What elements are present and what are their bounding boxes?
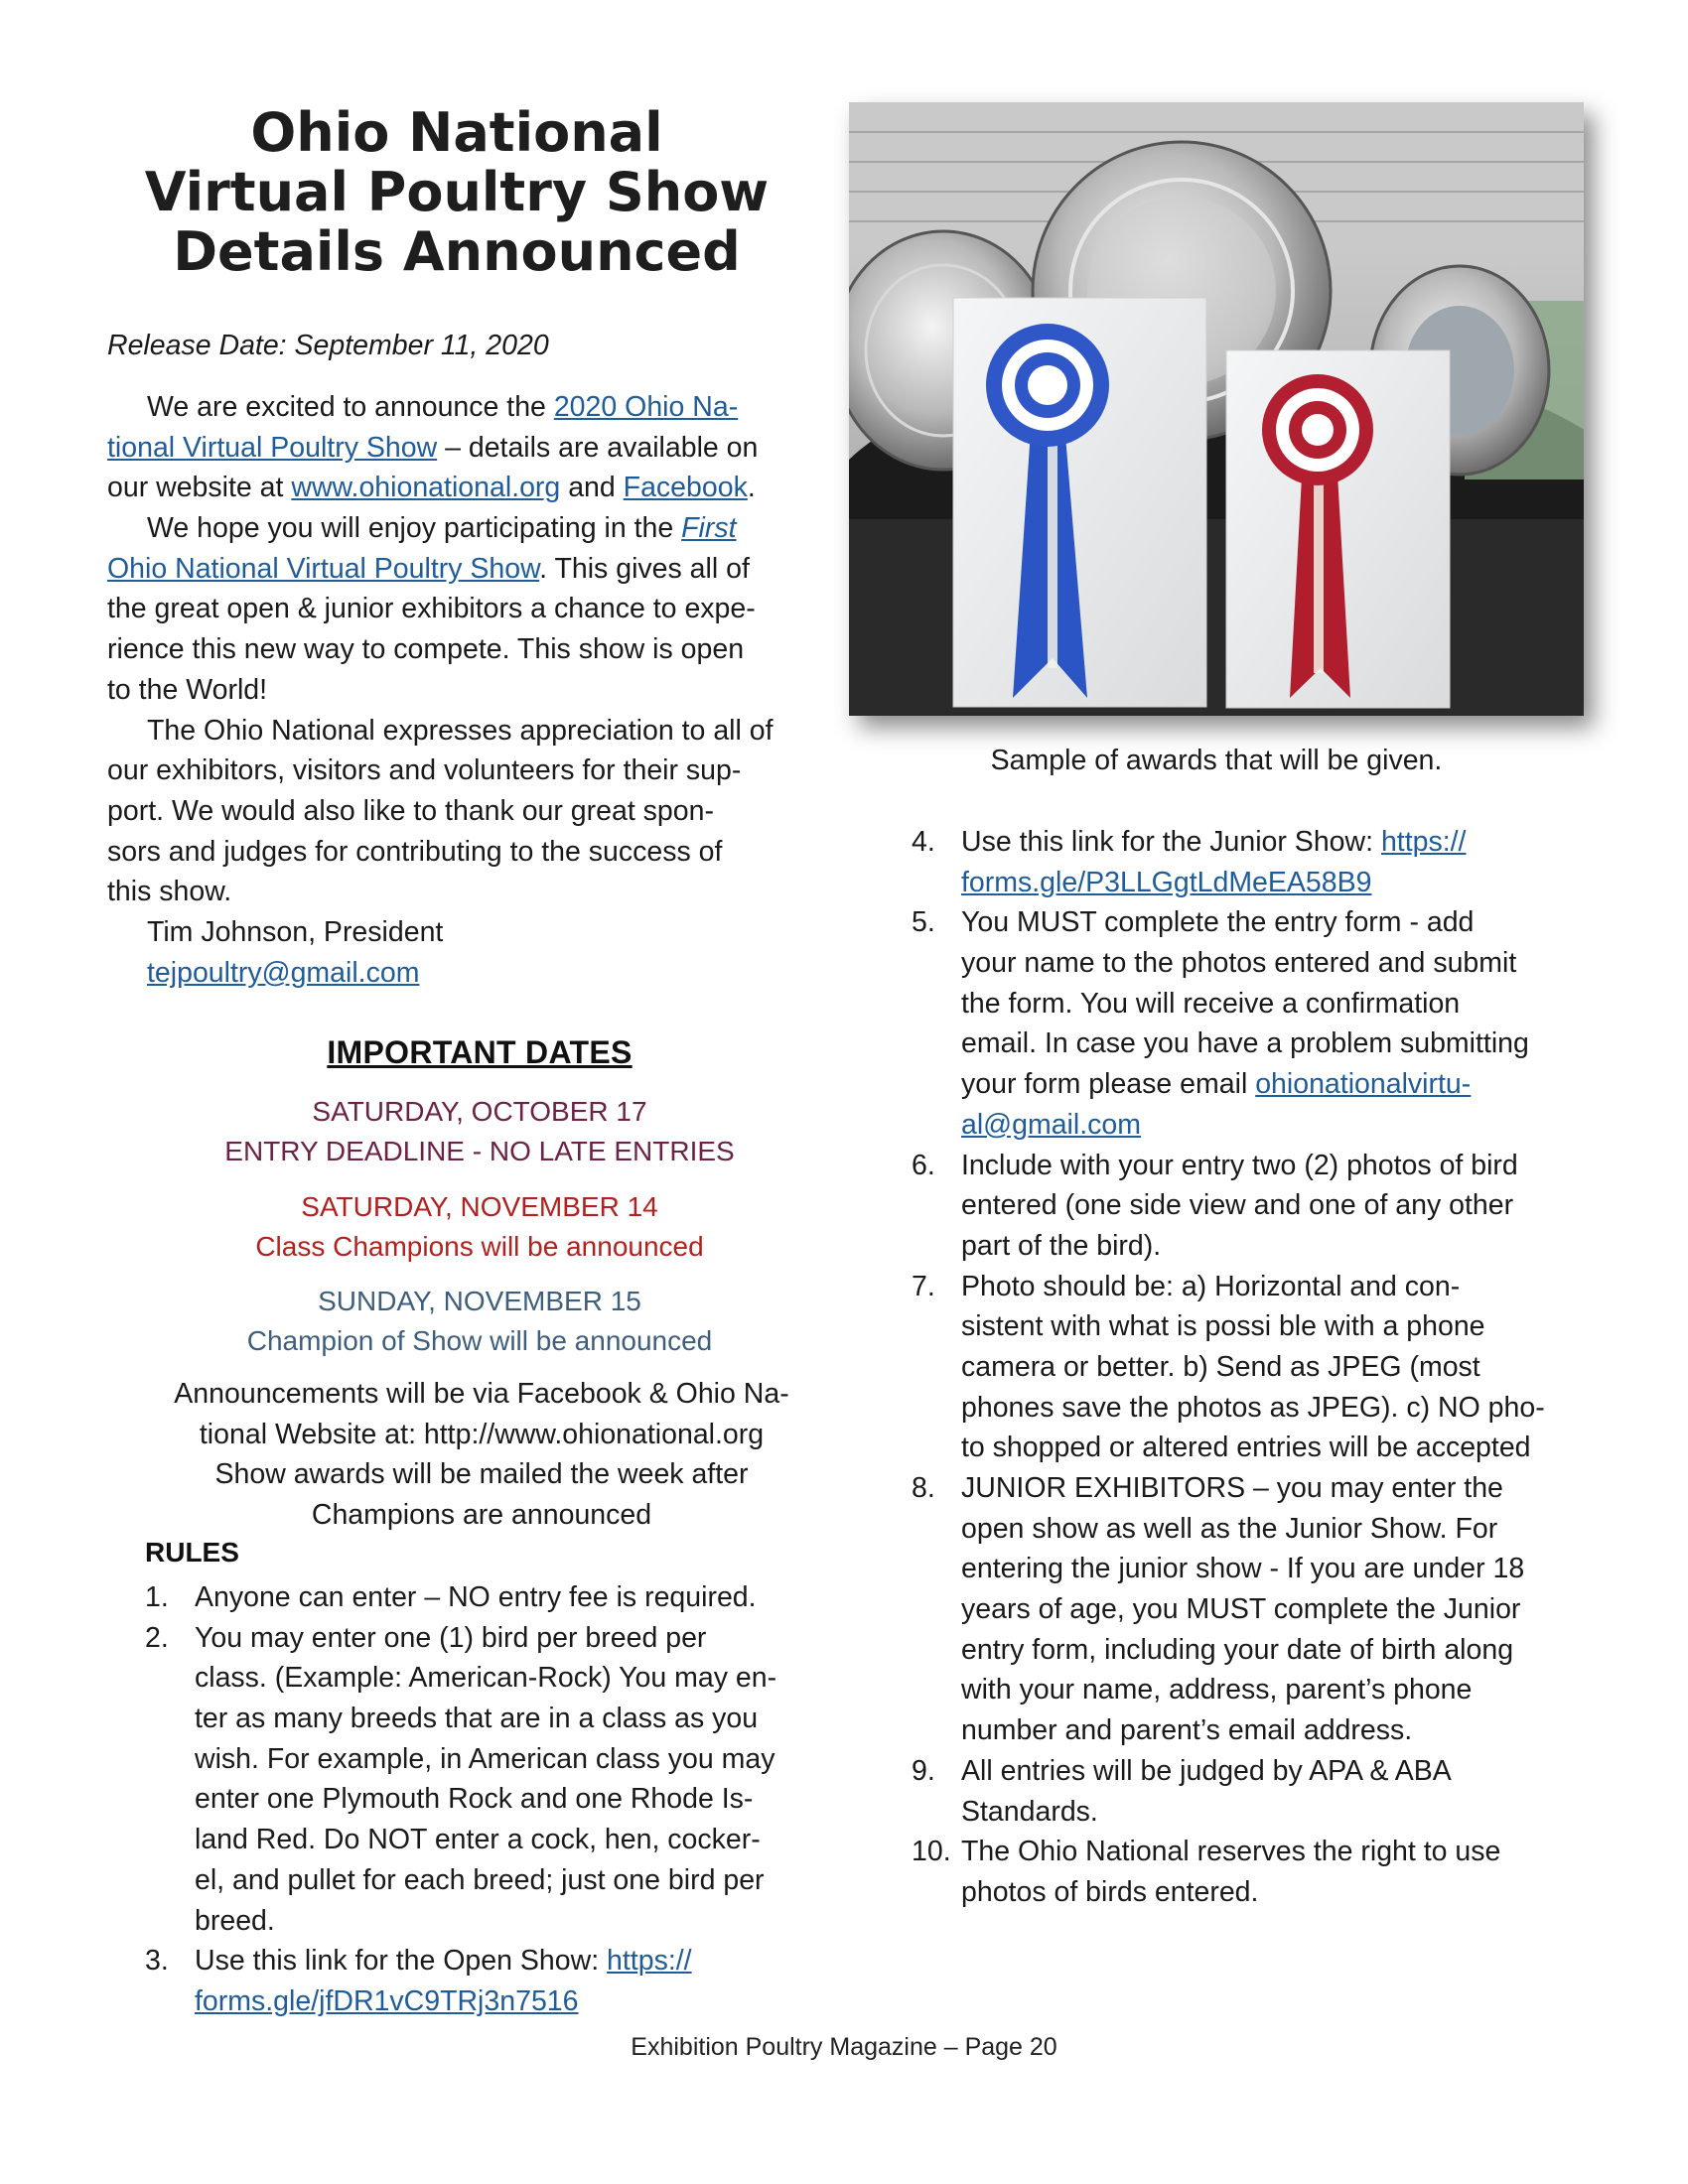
rule-number: 10. (912, 1836, 951, 1868)
rule-item (912, 1468, 1607, 1751)
rule-line: to shopped or altered entries will be accepted (961, 1432, 1531, 1464)
open-show-link[interactable]: https:// (607, 1945, 692, 1978)
article-title (107, 103, 806, 282)
rule-line: open show as well as the Junior Show. For (961, 1512, 1498, 1545)
signature-email-line (107, 953, 822, 994)
rule-line: You MUST complete the entry form - add (961, 906, 1475, 939)
important-dates-heading: IMPORTANT DATES (327, 1034, 633, 1070)
intro-line: rience this new way to compete. This show is open (107, 633, 745, 666)
date-label: SATURDAY, NOVEMBER 14 (301, 1191, 658, 1222)
date-block-champion-of-show (107, 1282, 852, 1361)
rule-number: 3. (145, 1945, 169, 1978)
rule-line (961, 1064, 1607, 1105)
title-line-2: Virtual Poultry Show (144, 161, 770, 223)
rule-line: entry form, including your date of birth along (961, 1633, 1514, 1666)
rule-item (912, 822, 1607, 902)
date-description: Champion of Show will be announced (246, 1325, 713, 1356)
rule-line: entered (one side view and one of any other (961, 1189, 1514, 1222)
rule-line (195, 1981, 840, 2022)
intro-line (107, 387, 822, 428)
signature-name: Tim Johnson, President (147, 915, 444, 948)
rule-line (961, 1105, 1607, 1146)
rule-line: Anyone can enter – NO entry fee is required. (195, 1581, 757, 1613)
rule-line: phones save the photos as JPEG). c) NO pho- (961, 1391, 1545, 1424)
rule-number: 5. (912, 906, 935, 939)
open-show-link[interactable]: forms.gle/jfDR1vC9TRj3n7516 (195, 1984, 579, 2017)
date-label: SATURDAY, OCTOBER 17 (312, 1096, 647, 1127)
rules-list-right (912, 822, 1607, 1913)
rule-line: land Red. Do NOT enter a cock, hen, cocker- (195, 1824, 761, 1856)
rule-line: breed. (195, 1904, 275, 1937)
text: We are excited to announce the (147, 391, 554, 423)
rule-line: Standards. (961, 1795, 1098, 1828)
intro-line: The Ohio National expresses appreciation to all of (147, 714, 774, 747)
rule-line: email. In case you have a problem submitting (961, 1027, 1529, 1060)
rule-line: class. (Example: American-Rock) You may en- (195, 1662, 777, 1695)
junior-show-link[interactable]: forms.gle/P3LLGgtLdMeEA58B9 (961, 866, 1372, 898)
announce-line: tional Website at: http://www.ohionational.org (199, 1418, 765, 1450)
rule-item (912, 1832, 1607, 1912)
rule-line: sistent with what is possi ble with a phone (961, 1310, 1485, 1343)
announce-line: Announcements will be via Facebook & Ohio Na- (174, 1378, 789, 1410)
rule-number: 7. (912, 1270, 935, 1302)
rule-item (912, 1267, 1607, 1468)
photo-caption: Sample of awards that will be given. (990, 745, 1443, 776)
intro-line: our exhibitors, visitors and volunteers for their sup- (107, 754, 742, 787)
first-show-link[interactable]: First (681, 512, 737, 545)
page-footer: Exhibition Poultry Magazine – Page 20 (631, 2033, 1057, 2061)
intro-line: to the World! (107, 673, 268, 706)
rule-line: JUNIOR EXHIBITORS – you may enter the (961, 1472, 1503, 1504)
rule-line: part of the bird). (961, 1229, 1162, 1262)
title-line-3: Details Announced (173, 220, 741, 283)
awards-photo (849, 102, 1584, 716)
intro-line (107, 428, 822, 469)
title-line-1: Ohio National (250, 101, 663, 164)
intro-line: sors and judges for contributing to the success of (107, 835, 723, 868)
text: your form please email (961, 1068, 1256, 1101)
rule-number: 1. (145, 1581, 169, 1613)
rules-list-left (145, 1577, 840, 2022)
rule-line: years of age, you MUST complete the Junior (961, 1593, 1521, 1626)
text: Use this link for the Open Show: (195, 1945, 608, 1978)
rule-item (145, 1577, 840, 1618)
rule-item (145, 1618, 840, 1942)
rule-line: photos of birds entered. (961, 1875, 1259, 1908)
rule-line: your name to the photos entered and submit (961, 947, 1517, 980)
announce-line: Show awards will be mailed the week after (214, 1458, 749, 1491)
rule-line (961, 863, 1607, 903)
website-link[interactable]: www.ohionational.org (291, 472, 561, 504)
date-description: Class Champions will be announced (255, 1231, 704, 1262)
rule-number: 6. (912, 1149, 935, 1181)
intro-line (107, 468, 822, 508)
rule-line: ter as many breeds that are in a class as you (195, 1703, 759, 1735)
rules-heading: RULES (145, 1537, 239, 1568)
intro-line (107, 549, 822, 590)
rule-item (912, 1146, 1607, 1267)
rule-line (961, 822, 1607, 863)
rule-line: All entries will be judged by APA & ABA (961, 1754, 1452, 1787)
date-label: SUNDAY, NOVEMBER 15 (318, 1286, 641, 1316)
contact-email-link[interactable]: al@gmail.com (961, 1108, 1141, 1141)
text: . This gives all of (539, 552, 750, 585)
facebook-link[interactable]: Facebook (623, 472, 748, 504)
rule-number: 4. (912, 826, 935, 858)
rule-number: 9. (912, 1754, 935, 1787)
rule-line: camera or better. b) Send as JPEG (most (961, 1350, 1480, 1383)
rule-item (912, 1751, 1607, 1832)
date-description: ENTRY DEADLINE - NO LATE ENTRIES (224, 1136, 735, 1166)
date-block-entry-deadline (107, 1092, 852, 1171)
rule-item (145, 1941, 840, 2021)
text: . (747, 472, 756, 504)
rule-line: number and parent’s email address. (961, 1714, 1413, 1747)
rule-number: 8. (912, 1472, 935, 1504)
rule-line: with your name, address, parent’s phone (961, 1674, 1473, 1706)
rule-line: el, and pullet for each breed; just one bird per (195, 1863, 765, 1896)
contact-email-link[interactable]: ohionationalvirtu- (1255, 1068, 1472, 1101)
intro-line (107, 508, 822, 549)
first-show-link[interactable]: Ohio National Virtual Poultry Show (107, 552, 540, 585)
rule-line: Include with your entry two (2) photos of bird (961, 1149, 1518, 1181)
intro-line: port. We would also like to thank our great spon- (107, 794, 714, 827)
rule-line: enter one Plymouth Rock and one Rhode Is- (195, 1783, 754, 1816)
text: We hope you will enjoy participating in the (147, 512, 682, 545)
release-date: Release Date: September 11, 2020 (107, 330, 549, 361)
rule-line: You may enter one (1) bird per breed per (195, 1621, 707, 1654)
rule-line: entering the junior show - If you are under 18 (961, 1553, 1525, 1585)
rule-line (195, 1941, 840, 1981)
announcements-block (119, 1374, 844, 1536)
rule-line: Photo should be: a) Horizontal and con- (961, 1270, 1461, 1302)
text: Use this link for the Junior Show: (961, 826, 1381, 858)
text: our website at (107, 472, 292, 504)
text: and (560, 472, 624, 504)
rule-line: wish. For example, in American class you may (195, 1742, 775, 1775)
intro-line: the great open & junior exhibitors a chance to expe- (107, 593, 756, 625)
intro-section (107, 387, 822, 993)
rule-item (912, 902, 1607, 1145)
show-link[interactable]: tional Virtual Poultry Show (107, 431, 438, 464)
announce-line: Champions are announced (311, 1499, 652, 1532)
email-link[interactable]: tejpoultry@gmail.com (147, 956, 420, 989)
rule-line: the form. You will receive a confirmation (961, 987, 1461, 1020)
text: – details are available on (437, 431, 759, 464)
rule-line: The Ohio National reserves the right to use (961, 1836, 1501, 1868)
intro-line: this show. (107, 876, 232, 908)
rule-number: 2. (145, 1621, 169, 1654)
junior-show-link[interactable]: https:// (1380, 826, 1467, 858)
show-link[interactable]: 2020 Ohio Na- (553, 391, 739, 423)
date-block-class-champions (107, 1187, 852, 1267)
